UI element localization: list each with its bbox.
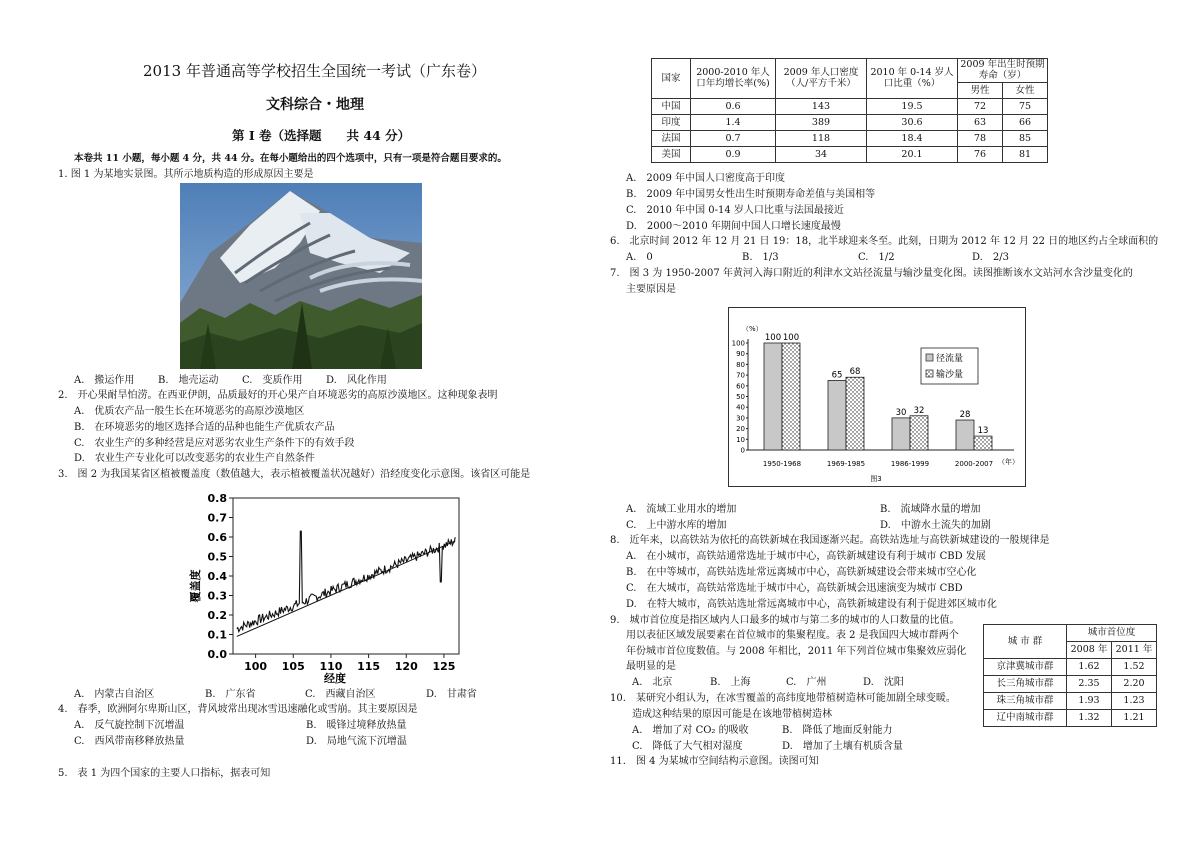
figure3-xlabel: （年） <box>998 458 1019 466</box>
table2-header-group: 城 市 群 <box>984 625 1067 659</box>
table1-cell: 0.9 <box>691 146 776 162</box>
table2-cell: 1.21 <box>1112 710 1157 727</box>
q8-option-d: D. 在特大城市，高铁站选址常远离城市中心，高铁新城建设有利于促进郊区城市化 <box>626 599 997 610</box>
q5-option-d: D. 2000～2010 年期间中国人口增长速度最慢 <box>626 221 841 232</box>
q8-option-b: B. 在中等城市，高铁站选址常远离城市中心，高铁新城建设会带来城市空心化 <box>626 567 977 578</box>
table2-cell: 1.93 <box>1067 693 1112 710</box>
figure2-xlabel: 经度 <box>324 672 346 685</box>
figure2-x-tick-label: 125 <box>432 660 456 673</box>
q9-option-d: D. 沈阳 <box>863 677 904 688</box>
figure3-data-label: 32 <box>913 405 925 416</box>
figure2-coverage-chart <box>185 490 465 685</box>
figure2-y-tick-label: 0.5 <box>207 550 227 564</box>
figure2-y-tick-label: 0.0 <box>207 648 227 661</box>
figure3-bar-sediment <box>910 416 928 450</box>
q2-option-a: A. 优质农产品一般生长在环境恶劣的高原沙漠地区 <box>74 406 305 417</box>
figure3-legend-swatch <box>926 354 933 361</box>
table1-cell: 85 <box>1003 130 1048 146</box>
q11-stem: 11. 图 4 为某城市空间结构示意图。读图可知 <box>610 756 819 767</box>
table1-cell: 389 <box>776 114 867 130</box>
q3-option-d: D. 甘肃省 <box>426 689 477 700</box>
q5-option-b: B. 2009 年中国男女性出生时预期寿命差值与美国相等 <box>626 189 876 200</box>
figure3-category-label: 1986-1999 <box>890 460 930 468</box>
q1-option-a: A. 搬运作用 <box>74 375 135 386</box>
q8-option-a: A. 在小城市，高铁站通常选址于城市中心，高铁新城建设有利于城市 CBD 发展 <box>626 551 986 562</box>
figure3-y-tick-label: 100 <box>731 339 745 348</box>
figure3-data-label: 100 <box>782 333 800 343</box>
figure3-category-label: 1950-1968 <box>762 460 802 468</box>
table1-cell: 66 <box>1003 114 1048 130</box>
instructions: 本卷共 11 小题，每小题 4 分，共 44 分。在每小题给出的四个选项中，只有一项是符合题目要求的。 <box>74 153 507 164</box>
figure2-y-tick-label: 0.8 <box>207 492 227 505</box>
table1-header-young: 2010 年 0-14 岁人口比重（%） <box>867 59 958 99</box>
table1-header-growth: 2000-2010 年人口年均增长率(%) <box>691 59 776 99</box>
table1-header-life: 2009 年出生时预期寿命（岁） <box>958 59 1048 83</box>
table1-header-country: 国家 <box>652 59 691 99</box>
table-row <box>984 659 1157 676</box>
figure2-y-ticks <box>208 492 234 661</box>
table-row <box>652 98 1048 114</box>
figure3-y-tick-label: 0 <box>740 446 745 455</box>
q9-stem-line4: 最明显的是 <box>626 661 676 672</box>
table2-cell: 2.35 <box>1067 676 1112 693</box>
q7-stem: 7. 图 3 为 1950-2007 年黄河入海口附近的利津水文站径流量与输沙量变化图。读图推断该水文站河水含沙量变化的 <box>610 268 1133 279</box>
figure2-trend-line <box>237 541 455 637</box>
q4-option-d: D. 局地气流下沉增温 <box>306 736 407 747</box>
q9-stem-line3: 年份城市首位度数值。与 2008 年相比，2011 年下列首位城市集聚效应弱化 <box>626 646 967 657</box>
q1-option-c: C. 变质作用 <box>242 375 303 386</box>
q10-option-c: C. 降低了大气相对湿度 <box>632 741 743 752</box>
q3-option-b: B. 广东省 <box>205 689 256 700</box>
q2-option-c: C. 农业生产的多种经营是应对恶劣农业生产条件下的有效手段 <box>74 438 355 449</box>
figure2-coverage-series <box>237 531 455 631</box>
figure2-x-ticks <box>244 654 455 673</box>
figure3-legend-label: 径流量 <box>936 354 964 364</box>
q2-stem: 2. 开心果耐旱怕涝。在西亚伊朗，品质最好的开心果产自环境恶劣的高原沙漠地区。这种现象表明 <box>58 390 498 401</box>
table-row <box>984 676 1157 693</box>
figure3-bar-runoff <box>892 418 910 450</box>
table2-cell: 1.32 <box>1067 710 1112 727</box>
table1-cell: 75 <box>1003 98 1048 114</box>
q4-option-b: B. 暖锋过境释放热量 <box>306 720 407 731</box>
q9-option-c: C. 广州 <box>786 677 827 688</box>
q4-stem: 4. 春季，欧洲阿尔卑斯山区，背风坡常出现冰雪迅速融化或雪崩。其主要原因是 <box>58 704 418 715</box>
q9-option-b: B. 上海 <box>710 677 751 688</box>
figure3-legend-swatch <box>926 370 933 377</box>
figure3-title: 图3 <box>870 475 882 483</box>
q2-option-b: B. 在环境恶劣的地区选择合适的品种也能生产优质农产品 <box>74 422 335 433</box>
table-row <box>652 146 1048 162</box>
q9-stem-line2: 用以表征区域发展要素在首位城市的集聚程度。表 2 是我国四大城市群两个 <box>626 630 959 641</box>
figure3-category-label: 2000-2007 <box>954 460 994 468</box>
table2-city-primacy <box>983 624 1157 727</box>
q3-option-a: A. 内蒙古自治区 <box>74 689 155 700</box>
q3-option-c: C. 西藏自治区 <box>305 689 376 700</box>
table1-cell: 76 <box>958 146 1003 162</box>
table1-cell: 美国 <box>652 146 691 162</box>
figure3-y-tick-label: 60 <box>736 382 745 391</box>
table2-cell: 珠三角城市群 <box>984 693 1067 710</box>
q6-stem: 6. 北京时间 2012 年 12 月 21 日 19：18，北半球迎来冬至。此刻，日期为 2012 年 12 月 22 日的地区约占全球面积的 <box>610 236 1159 247</box>
table2-cell: 1.62 <box>1067 659 1112 676</box>
mountain-photo <box>180 183 422 369</box>
figure3-y-tick-label: 80 <box>736 360 745 369</box>
figure2-y-tick-label: 0.1 <box>207 628 227 642</box>
q4-option-a: A. 反气旋控制下沉增温 <box>74 720 185 731</box>
figure3-bar-runoff <box>764 343 782 450</box>
figure2-y-tick-label: 0.7 <box>207 511 227 525</box>
figure3-data-label: 100 <box>764 333 782 343</box>
figure3-bar-runoff <box>828 380 846 450</box>
table1-population <box>651 58 1048 163</box>
q9-stem-line1: 9. 城市首位度是指区域内人口最多的城市与第二多的城市的人口数量的比值。 <box>610 615 960 626</box>
q7-option-c: C. 上中游水库的增加 <box>626 520 727 531</box>
q10-option-a: A. 增加了对 CO₂ 的吸收 <box>632 725 749 736</box>
q1-option-b: B. 地壳运动 <box>158 375 219 386</box>
table2-cell: 辽中南城市群 <box>984 710 1067 727</box>
figure2-x-tick-label: 105 <box>281 660 305 673</box>
figure2-y-tick-label: 0.4 <box>207 570 227 583</box>
figure3-runoff-sediment-chart <box>728 307 1026 487</box>
figure3-legend-label: 输沙量 <box>936 370 964 380</box>
figure3-bar-sediment <box>846 377 864 450</box>
table1-cell: 63 <box>958 114 1003 130</box>
figure3-y-tick-label: 30 <box>736 414 745 423</box>
figure2-frame <box>233 498 459 654</box>
table1-cell: 72 <box>958 98 1003 114</box>
q6-option-b: B. 1/3 <box>742 252 779 263</box>
figure3-y-tick-label: 70 <box>736 371 745 380</box>
table1-cell: 0.7 <box>691 130 776 146</box>
figure3-data-label: 68 <box>849 367 861 378</box>
table1-cell: 中国 <box>652 98 691 114</box>
table2-cell: 2.20 <box>1112 676 1157 693</box>
q5-stem: 5. 表 1 为四个国家的主要人口指标，据表可知 <box>58 768 271 779</box>
figure3-data-label: 30 <box>895 407 907 418</box>
q7-option-d: D. 中游水土流失的加剧 <box>880 520 991 531</box>
table2-header-2011: 2011 年 <box>1112 642 1157 659</box>
table1-cell: 20.1 <box>867 146 958 162</box>
table2-cell: 1.52 <box>1112 659 1157 676</box>
q6-option-a: A. 0 <box>626 252 653 263</box>
table1-cell: 81 <box>1003 146 1048 162</box>
figure2-x-tick-label: 120 <box>394 660 418 673</box>
figure2-x-tick-label: 110 <box>319 660 343 673</box>
table2-cell: 1.23 <box>1112 693 1157 710</box>
figure3-y-tick-label: 40 <box>736 403 745 412</box>
table1-cell: 78 <box>958 130 1003 146</box>
figure3-legend <box>921 348 978 384</box>
figure3-data-label: 13 <box>977 426 989 437</box>
q7-stem-cont: 主要原因是 <box>626 284 676 295</box>
figure3-y-tick-label: 90 <box>736 350 745 359</box>
figure2-y-tick-label: 0.3 <box>207 589 227 603</box>
table1-cell: 34 <box>776 146 867 162</box>
table1-cell: 1.4 <box>691 114 776 130</box>
table2-header-primacy: 城市首位度 <box>1067 625 1157 642</box>
figure3-category-label: 1969-1985 <box>826 460 866 468</box>
q10-option-d: D. 增加了土壤有机质含量 <box>782 741 903 752</box>
q2-option-d: D. 农业生产专业化可以改变恶劣的农业生产自然条件 <box>74 453 315 464</box>
q6-option-d: D. 2/3 <box>972 252 1009 263</box>
figure2-x-tick-label: 100 <box>244 660 268 673</box>
table-row <box>984 693 1157 710</box>
figure3-bar-runoff <box>956 420 974 450</box>
q5-option-c: C. 2010 年中国 0-14 岁人口比重与法国最接近 <box>626 205 844 216</box>
q1-option-d: D. 风化作用 <box>326 375 387 386</box>
figure3-y-tick-label: 20 <box>736 425 745 434</box>
table1-cell: 法国 <box>652 130 691 146</box>
table2-cell: 长三角城市群 <box>984 676 1067 693</box>
table1-cell: 18.4 <box>867 130 958 146</box>
q6-option-c: C. 1/2 <box>858 252 895 263</box>
table2-cell: 京津冀城市群 <box>984 659 1067 676</box>
figure3-data-label: 65 <box>831 370 843 381</box>
q1-stem: 1. 图 1 为某地实景图。其所示地质构造的形成原因主要是 <box>58 169 314 180</box>
q7-option-a: A. 流域工业用水的增加 <box>626 504 737 515</box>
table1-cell: 143 <box>776 98 867 114</box>
q7-option-b: B. 流域降水量的增加 <box>880 504 981 515</box>
q4-option-c: C. 西风带南移释放热量 <box>74 736 185 747</box>
figure3-bar-sediment <box>974 436 992 450</box>
table1-cell: 19.5 <box>867 98 958 114</box>
table-row <box>984 710 1157 727</box>
table1-cell: 30.6 <box>867 114 958 130</box>
table2-header-2008: 2008 年 <box>1067 642 1112 659</box>
figure3-data-label: 28 <box>959 410 971 421</box>
figure2-ylabel: 覆盖度 <box>189 569 202 603</box>
figure2-x-tick-label: 115 <box>357 660 381 673</box>
table1-header-male: 男性 <box>958 82 1003 98</box>
q5-option-a: A. 2009 年中国人口密度高于印度 <box>626 173 786 184</box>
figure3-y-tick-label: 50 <box>736 393 745 401</box>
q3-stem: 3. 图 2 为我国某省区植被覆盖度（数值越大，表示植被覆盖状况越好）沿经度变化示意图。该省区可能是 <box>58 469 531 480</box>
figure3-bar-sediment <box>782 343 800 450</box>
table1-cell: 118 <box>776 130 867 146</box>
figure2-y-tick-label: 0.6 <box>207 531 227 544</box>
figure3-y-tick-label: 10 <box>736 435 745 444</box>
q10-option-b: B. 降低了地面反射能力 <box>782 725 893 736</box>
figure2-y-tick-label: 0.2 <box>207 609 227 622</box>
q8-stem: 8. 近年来，以高铁站为依托的高铁新城在我国逐渐兴起。高铁站选址与高铁新城建设的一般规律是 <box>610 535 1050 546</box>
q9-option-a: A. 北京 <box>632 677 673 688</box>
table-row <box>652 130 1048 146</box>
table1-header-female: 女性 <box>1003 82 1048 98</box>
table1-cell: 印度 <box>652 114 691 130</box>
exam-title: 2013 年普通高等学校招生全国统一考试（广东卷） <box>143 62 486 80</box>
table1-header-density: 2009 年人口密度（人/平方千米） <box>776 59 867 99</box>
q10-stem-line1: 10. 某研究小组认为，在冰雪覆盖的高纬度地带植树造林可能加剧全球变暖。 <box>610 693 956 704</box>
table-row <box>652 114 1048 130</box>
figure3-ylabel: （%） <box>742 325 763 333</box>
table1-cell: 0.6 <box>691 98 776 114</box>
q8-option-c: C. 在大城市，高铁站常选址于城市中心，高铁新城会迅速演变为城市 CBD <box>626 583 963 594</box>
section-title: 第 I 卷（选择题 共 44 分） <box>232 128 411 143</box>
q10-stem-line2: 造成这种结果的原因可能是在该地带植树造林 <box>632 709 832 720</box>
exam-subtitle: 文科综合・地理 <box>266 97 364 113</box>
